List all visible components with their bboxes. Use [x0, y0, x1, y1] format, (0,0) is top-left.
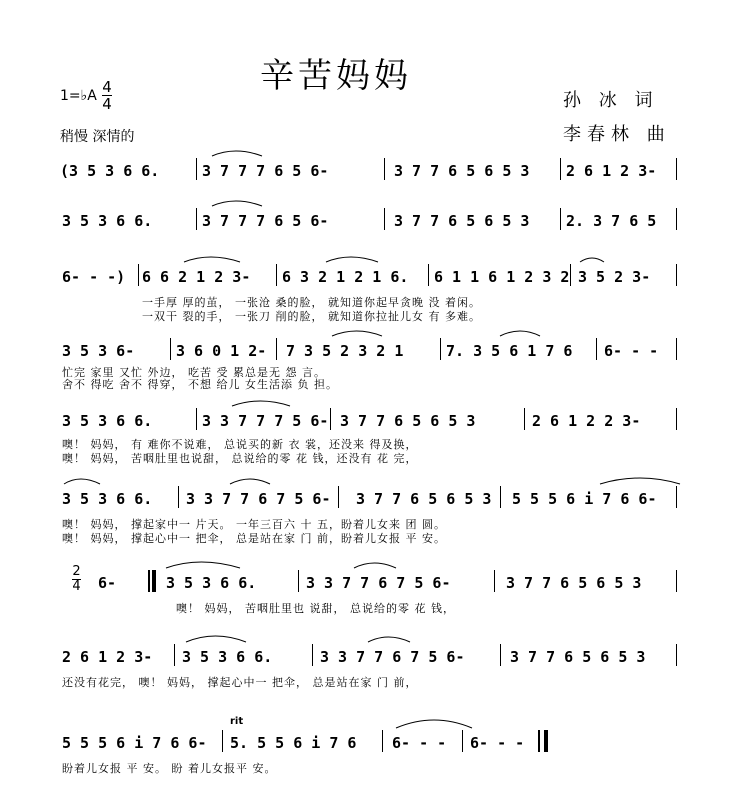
measure: 3 5 2 3-: [578, 268, 651, 286]
measure: 3 3 7 7 6 7 5 6-: [306, 574, 451, 592]
slur: [354, 563, 396, 568]
slur: [600, 478, 680, 484]
slur: [230, 479, 270, 484]
measure: 3 7 7 6 5 6 5 3: [356, 490, 492, 508]
measure: 3 5 3 6 6.: [62, 412, 153, 430]
measure: 3 5 3 6 6.: [62, 212, 153, 230]
measure: 3 7 7 6 5 6 5 3: [394, 212, 530, 230]
measure: 3 5 3 6-: [62, 342, 135, 360]
meter-top: 2: [72, 564, 81, 579]
measure: 6- - -: [392, 734, 447, 752]
slur: [186, 636, 246, 642]
measure: 3 7 7 6 5 6 5 3: [394, 162, 530, 180]
meter-top: 4: [102, 78, 112, 96]
measure: 3 5 3 6 6.: [62, 490, 153, 508]
lyrics: 噢！ 妈妈， 苦咽肚里也 说甜， 总说给的零 花 钱，: [176, 602, 455, 615]
meter-bottom: 4: [102, 95, 112, 113]
tie: [396, 720, 472, 728]
measure: 2 6 1 2 2 3-: [532, 412, 641, 430]
slur: [232, 401, 290, 406]
measure: 5. 5 5 6 i 7 6: [230, 734, 357, 752]
measure: 6- - -): [62, 268, 126, 286]
meter-bottom: 4: [72, 579, 81, 594]
measure: 3 5 3 6 6.: [166, 574, 257, 592]
measure: 3 6 0 1 2-: [176, 342, 267, 360]
measure: 6- - -: [470, 734, 525, 752]
slur: [184, 257, 240, 262]
measure: 5 5 5 6 i 7 6 6-: [512, 490, 657, 508]
slur: [326, 257, 378, 262]
lyrics-verse-2: 舍不 得吃 舍不 得穿， 不想 给儿 女生活添 负 担。: [62, 378, 338, 391]
key-signature: 1=♭A: [60, 88, 97, 104]
tempo-marking: 稍慢 深情的: [60, 129, 135, 145]
measure: 3 7 7 6 5 6 5 3: [340, 412, 476, 430]
lyrics-verse-1: 忙完 家里 又忙 外边， 吃苦 受 累总是无 怨 言。: [62, 366, 326, 379]
measure: 3 3 7 7 6 7 5 6-: [186, 490, 331, 508]
measure: 2 6 1 2 3-: [566, 162, 657, 180]
lyrics-verse-1: 一手厚 厚的茧， 一张沧 桑的脸， 就知道你起早贪晚 没 着闲。: [142, 296, 481, 309]
measure: 7 3 5 2 3 2 1: [286, 342, 404, 360]
measure: 5 5 5 6 i 7 6 6-: [62, 734, 207, 752]
slur: [212, 151, 262, 156]
measure: 3 5 3 6 6.: [182, 648, 273, 666]
song-title: 辛苦妈妈: [260, 56, 412, 96]
measure: 3 7 7 6 5 6 5 3: [510, 648, 646, 666]
slur: [64, 479, 100, 484]
lyrics: 盼着儿女报 平 安。 盼 着儿女报平 安。: [62, 762, 277, 775]
measure: 2. 3 7 6 5: [566, 212, 657, 230]
measure: 6 1 1 6 1 2 3 2: [434, 268, 570, 286]
measure: 3 7 7 7 6 5 6-: [202, 212, 329, 230]
measure: 3 3 7 7 7 5 6-: [202, 412, 329, 430]
slur: [212, 201, 262, 206]
lyrics-verse-2: 一双干 裂的手， 一张刀 削的脸， 就知道你拉扯儿女 有 多难。: [142, 310, 481, 323]
lyrics-verse-2: 噢！ 妈妈， 撑起心中一 把伞， 总是站在家 门 前，盼着儿女报 平 安。: [62, 532, 446, 545]
slur: [166, 562, 240, 568]
lyrics: 还没有花完， 噢！ 妈妈， 撑起心中一 把伞， 总是站在家 门 前，: [62, 676, 418, 689]
measure: 3 3 7 7 6 7 5 6-: [320, 648, 465, 666]
lyricist-credit: 孙 冰 词: [563, 90, 659, 111]
measure: 6-: [98, 574, 117, 592]
measure: 6- - -: [604, 342, 659, 360]
measure: 6 6 2 1 2 3-: [142, 268, 251, 286]
measure: (3 5 3 6 6.: [60, 162, 160, 180]
measure: 3 7 7 7 6 5 6-: [202, 162, 329, 180]
ritardando-mark: rit: [230, 716, 244, 727]
slur: [580, 258, 604, 262]
slur: [332, 331, 382, 336]
slur: [368, 637, 410, 642]
measure: 2 6 1 2 3-: [62, 648, 153, 666]
measure: 3 7 7 6 5 6 5 3: [506, 574, 642, 592]
lyrics-verse-1: 噢！ 妈妈， 撑起家中一 片天。 一年三百六 十 五，盼着儿女来 团 圆。: [62, 518, 446, 531]
lyrics-verse-2: 噢！ 妈妈， 苦咽肚里也说甜， 总说给的零 花 钱，还没有 花 完，: [62, 452, 418, 465]
slur: [500, 331, 540, 336]
measure: 7. 3 5 6 1 7 6: [446, 342, 573, 360]
composer-credit: 李春林 曲: [563, 124, 671, 145]
measure: 6 3 2 1 2 1 6.: [282, 268, 409, 286]
lyrics-verse-1: 噢！ 妈妈， 有 难你不说难， 总说买的新 衣 裳，还没来 得及换，: [62, 438, 418, 451]
